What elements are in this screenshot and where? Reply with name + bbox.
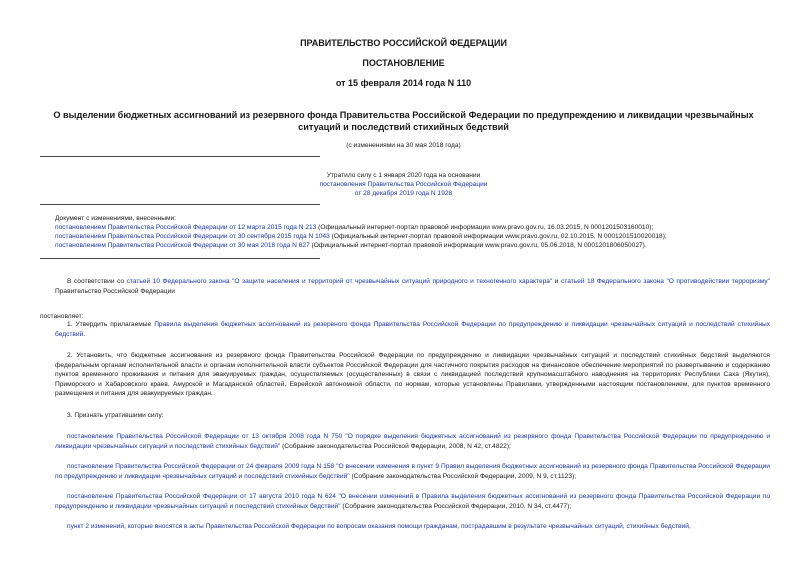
divider (40, 156, 320, 157)
amendment-item: постановлением Правительства Российской Федерации от 30 сентября 2015 года N 1043 (Официальный интернет-портал правовой информации www.pravo.gov.ru, 02.10.2015, N 0001201510020018); (55, 233, 667, 240)
paragraph-item-3: 3. Признать утратившими силу: (67, 412, 164, 419)
amendment-link[interactable]: постановлением Правительства Российской Федерации от 30 мая 2018 года N 627 (55, 242, 310, 249)
repealed-link[interactable]: пункт 2 изменений, которые вносятся в акты Правительства Российской Федерации по вопросам оказания помощи гражданам, пострадавшим в результате чрезвычайных ситуаций, стихийных бедствий, (67, 523, 691, 530)
expiry-link-1[interactable]: постановления Правительства Российской Федерации (319, 181, 488, 188)
doc-type-heading: ПОСТАНОВЛЕНИЕ (362, 58, 445, 68)
divider (40, 204, 320, 205)
amendments-block (55, 214, 785, 250)
expiry-text: Утратило силу с 1 января 2020 года на основании (326, 172, 481, 179)
amendments-heading: Документ с изменениями, внесенными: (55, 215, 177, 222)
expiry-block (250, 171, 557, 198)
repealed-item: постановление Правительства Российской Федерации от 17 августа 2010 года N 624 "О внесении изменений в Правила выделения бюджетных ассигнований из резервного фонда Правительства Российской Федерации по предупреждению и ликвидации чрезвычайных ситуаций и последствий стихийных бедствий" (Собрание законодательства Российской Федерации, 2010, N 34, ст.4477); (55, 493, 770, 510)
divider (40, 258, 320, 259)
repealed-link[interactable]: постановление Правительства Российской Федерации от 13 октября 2008 года N 750 "О порядке выделения бюджетных ассигнований из резервного фонда Правительства Российской Федерации по предупреждению и ликвидации чрезвычайных ситуаций и последствий стихийных бедствий" (55, 433, 770, 450)
paragraph-item-2: 2. Установить, что бюджетные ассигнования из резервного фонда Правительства Российской Федерации по предупреждению и ликвидации чрезвычайных ситуаций и последствий стихийных бедствий выделяются федеральным органам исполнительной власти и органам исполнительной власти субъектов Российской Федерации для частичного покрытия расходов на финансовое обеспечение мероприятий по развертыванию и содержанию пунктов временного проживания и питания для эвакуируемых граждан, осуществляемых (осуществленных) в связи с ликвидацией последствий крупномасштабного наводнения на территориях Республики Саха (Якутия), Приморского и Хабаровского краев, Амурской и Магаданской областей, Еврейской автономной области, по нормам, которые установлены Правилами, утвержденными настоящим постановлением, для пунктов временного размещения и питания для эвакуируемых граждан. (55, 352, 770, 398)
changes-note: (с изменениями на 30 мая 2018 года) (346, 142, 461, 149)
amendment-item: постановлением Правительства Российской Федерации от 12 марта 2015 года N 213 (Официальный интернет-портал правовой информации www.pravo.gov.ru, 16.03.2015, N 0001201503160010); (55, 224, 654, 231)
date-number: от 15 февраля 2014 года N 110 (335, 78, 472, 88)
government-heading: ПРАВИТЕЛЬСТВО РОССИЙСКОЙ ФЕДЕРАЦИИ (300, 38, 507, 48)
paragraph-preamble: В соответствии со статьей 10 Федерального закона "О защите населения и территорий от чрезвычайных ситуаций природного и техногенного характера" и статьей 18 Федерального закона "О противодействии терроризму" Правительство Российской Федерации (55, 278, 770, 295)
rules-link[interactable]: Правила выделения бюджетных ассигнований из резервного фонда Правительства Российской Федерации по предупреждению и ликвидации чрезвычайных ситуаций и последствий стихийных бедствий (55, 321, 770, 338)
expiry-link-2[interactable]: от 28 декабря 2019 года N 1928 (354, 190, 453, 197)
amendment-item: постановлением Правительства Российской Федерации от 30 мая 2018 года N 627 (Официальный интернет-портал правовой информации www.pravo.gov.ru, 05.06.2018, N 0001201806050027). (55, 242, 647, 249)
repealed-item: постановление Правительства Российской Федерации от 13 октября 2008 года N 750 "О порядке выделения бюджетных ассигнований из резервного фонда Правительства Российской Федерации по предупреждению и ликвидации чрезвычайных ситуаций и последствий стихийных бедствий" (Собрание законодательства Российской Федерации, 2008, N 42, ст.4822); (55, 433, 770, 450)
repealed-item (55, 522, 770, 532)
amendment-link[interactable]: постановлением Правительства Российской Федерации от 12 марта 2015 года N 213 (55, 224, 317, 231)
law-link[interactable]: статьей 18 Федерального закона "О противодействии терроризму" (560, 278, 770, 285)
repealed-link[interactable]: постановление Правительства Российской Федерации от 24 февраля 2009 года N 158 "О внесении изменения в пункт 9 Правил выделения бюджетных ассигнований из резервного фонда Правительства Российской Федерации по предупреждению и ликвидации чрезвычайных ситуаций и последствий стихийных бедствий" (55, 463, 770, 480)
law-link[interactable]: статьей 10 Федерального закона "О защите населения и территорий от чрезвычайных ситуаций природного и техногенного характера" (126, 278, 553, 285)
paragraph-item-1: 1. Утвердить прилагаемые Правила выделения бюджетных ассигнований из резервного фонда Правительства Российской Федерации по предупреждению и ликвидации чрезвычайных ситуаций и последствий стихийных бедствий. (55, 321, 770, 338)
paragraph-resolves: постановляет: (40, 313, 84, 320)
repealed-item: постановление Правительства Российской Федерации от 24 февраля 2009 года N 158 "О внесении изменения в пункт 9 Правил выделения бюджетных ассигнований из резервного фонда Правительства Российской Федерации по предупреждению и ликвидации чрезвычайных ситуаций и последствий стихийных бедствий" (Собрание законодательства Российской Федерации, 2009, N 9, ст.1123); (55, 463, 770, 480)
amendment-link[interactable]: постановлением Правительства Российской Федерации от 30 сентября 2015 года N 1043 (55, 233, 330, 240)
repealed-link[interactable]: постановление Правительства Российской Федерации от 17 августа 2010 года N 624 "О внесении изменений в Правила выделения бюджетных ассигнований из резервного фонда Правительства Российской Федерации по предупреждению и ликвидации чрезвычайных ситуаций и последствий стихийных бедствий" (55, 493, 770, 510)
document-title: О выделении бюджетных ассигнований из резервного фонда Правительства Российской Федерации по предупреждению и ликвидации чрезвычайных ситуаций и последствий стихийных бедствий (53, 110, 754, 132)
